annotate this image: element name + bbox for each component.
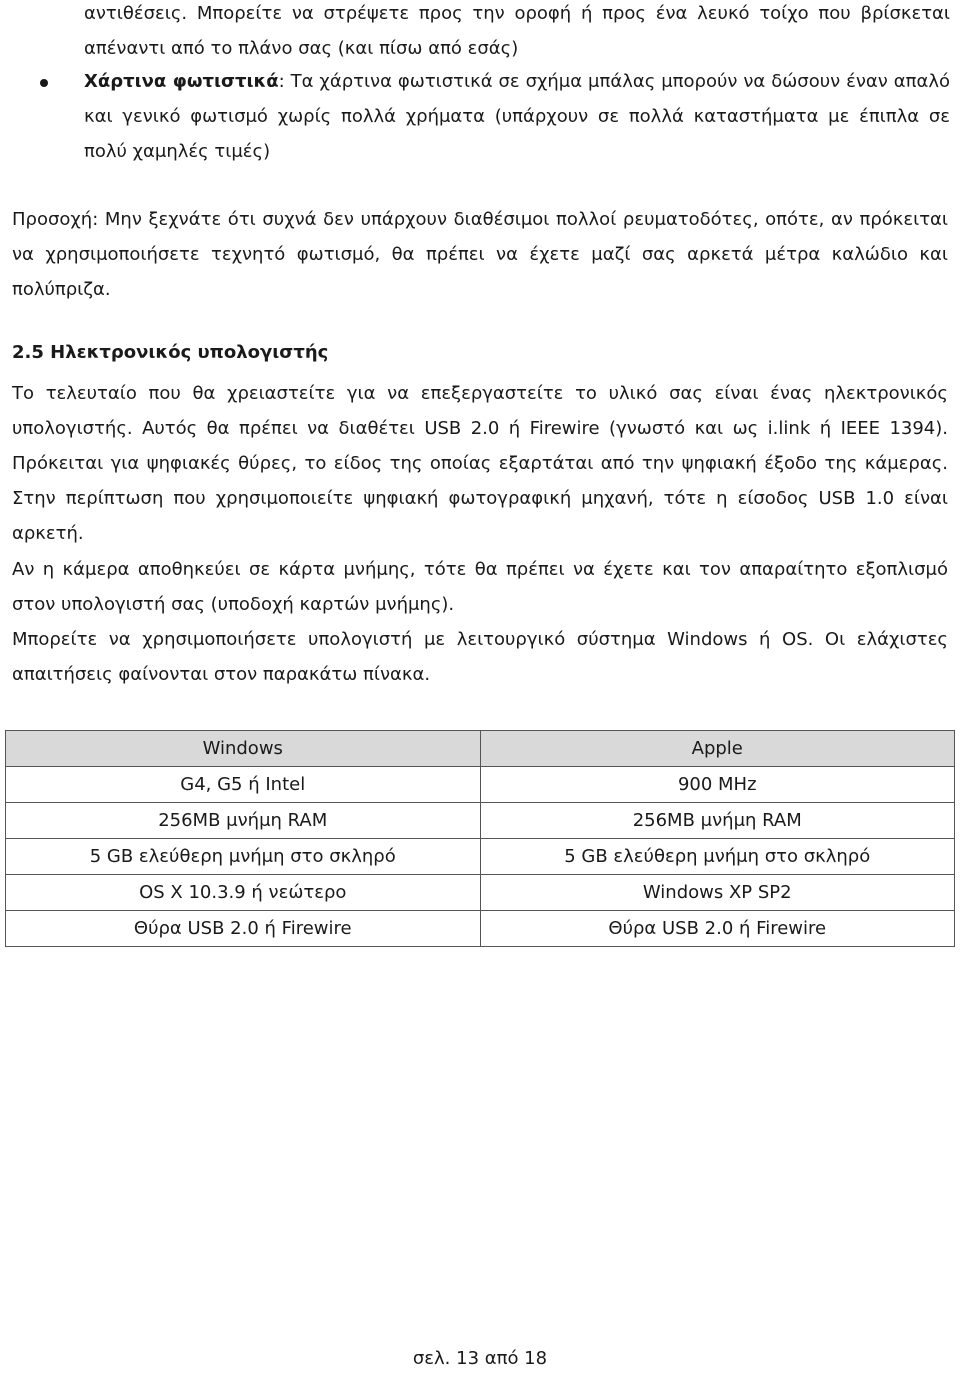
table-cell: 900 MHz [480, 767, 955, 803]
table-cell: Θύρα USB 2.0 ή Firewire [480, 911, 955, 947]
table-header-apple: Apple [480, 731, 955, 767]
table-cell: 256MB μνήμη RAM [6, 803, 481, 839]
table-row [6, 767, 955, 803]
table-cell: Windows XP SP2 [480, 875, 955, 911]
section-paragraph-1: Το τελευταίο που θα χρειαστείτε για να επεξεργαστείτε το υλικό σας είναι ένας ηλεκτρονικός υπολογιστής. Αυτός θα πρέπει να διαθέτει USB 2.0 ή Firewire (γνωστό και ως i.link ή IEEE 1394). Πρόκειται για ψηφιακές θύρες, το είδος της οποίας εξαρτάται από την ψηφιακή έξοδο της κάμερας. Στην περίπτωση που χρησιμοποιείτε ψηφιακή φωτογραφική μηχανή, τότε η είσοδος USB 1.0 είναι αρκετή. [12, 383, 948, 544]
table-cell: Θύρα USB 2.0 ή Firewire [6, 911, 481, 947]
table-row [6, 839, 955, 875]
table-cell: OS X 10.3.9 ή νεώτερο [6, 875, 481, 911]
table-cell: 5 GB ελεύθερη μνήμη στο σκληρό [6, 839, 481, 875]
bullet-paragraph [84, 64, 950, 169]
table-row [6, 875, 955, 911]
table-header-row [6, 731, 955, 767]
section-paragraph-2: Αν η κάμερα αποθηκεύει σε κάρτα μνήμης, τότε θα πρέπει να έχετε και τον απαραίτητο εξοπλισμό στον υπολογιστή σας (υποδοχή καρτών μνήμης). [12, 559, 948, 615]
table-cell: G4, G5 ή Intel [6, 767, 481, 803]
bullet-description: : Τα χάρτινα φωτιστικά σε σχήμα μπάλας μπορούν να δώσουν έναν απαλό και γενικό φωτισμό χωρίς πολλά χρήματα (υπάρχουν σε πολλά καταστήματα με έπιπλα σε πολύ χαμηλές τιμές) [84, 71, 950, 162]
section-paragraph-3: Μπορείτε να χρησιμοποιήσετε υπολογιστή με λειτουργικό σύστημα Windows ή OS. Οι ελάχιστες απαιτήσεις φαίνονται στον παρακάτω πίνακα. [12, 629, 948, 685]
intro-continuation-text: αντιθέσεις. Μπορείτε να στρέψετε προς την οροφή ή προς ένα λευκό τοίχο που βρίσκεται απέναντι από το πλάνο σας (και πίσω από εσάς) [84, 3, 950, 59]
bullet-dot-icon [40, 79, 48, 87]
table-row [6, 803, 955, 839]
note-paragraph: Προσοχή: Μην ξεχνάτε ότι συχνά δεν υπάρχουν διαθέσιμοι πολλοί ρευματοδότες, οπότε, αν πρόκειται να χρησιμοποιήσετε τεχνητό φωτισμό, θα πρέπει να έχετε μαζί σας αρκετά μέτρα καλώδιο και πολύπριζα. [12, 209, 948, 300]
section-heading: 2.5 Ηλεκτρονικός υπολογιστής [12, 342, 329, 363]
table-header-windows: Windows [6, 731, 481, 767]
table-cell: 5 GB ελεύθερη μνήμη στο σκληρό [480, 839, 955, 875]
requirements-table [5, 730, 955, 947]
table-row [6, 911, 955, 947]
intro-continuation [84, 0, 950, 66]
page-number-footer: σελ. 13 από 18 [412, 1348, 548, 1369]
bullet-term: Χάρτινα φωτιστικά [84, 71, 279, 92]
table-cell: 256MB μνήμη RAM [480, 803, 955, 839]
